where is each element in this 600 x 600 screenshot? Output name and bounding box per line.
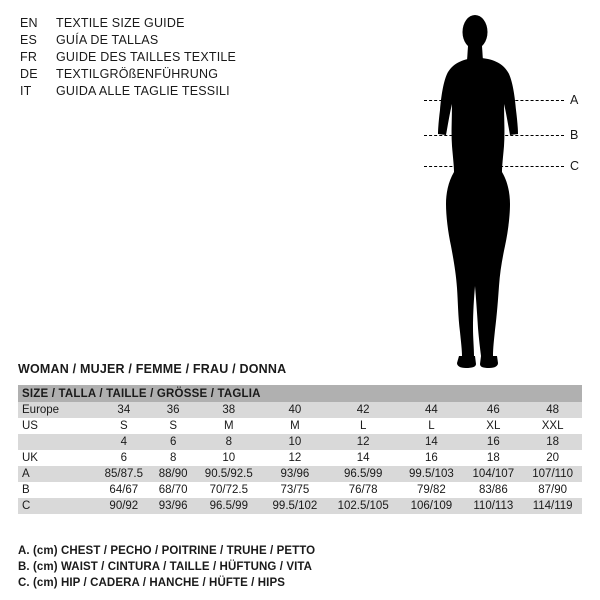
cell: 36 [152, 402, 195, 418]
cell: 10 [195, 450, 263, 466]
row-label: Europe [18, 402, 96, 418]
cell: 96.5/99 [195, 498, 263, 514]
cell: 18 [523, 434, 582, 450]
measure-label-c: C [570, 159, 580, 173]
cell: 73/75 [263, 482, 327, 498]
cell: 90/92 [96, 498, 152, 514]
language-code: DE [20, 67, 38, 81]
table-row [18, 434, 582, 450]
language-title: GUIDA ALLE TAGLIE TESSILI [56, 84, 230, 98]
measure-label-a: A [570, 93, 579, 107]
language-row [20, 66, 320, 83]
legend-line-c: C. (cm) HIP / CADERA / HANCHE / HÜFTE / HIPS [18, 577, 286, 589]
row-label: B [18, 482, 96, 498]
cell: 42 [327, 402, 399, 418]
language-code: FR [20, 50, 38, 64]
cell: 93/96 [263, 466, 327, 482]
chest-measure-line [424, 100, 564, 101]
cell: 6 [152, 434, 195, 450]
language-header-block [20, 15, 320, 100]
cell: 44 [399, 402, 463, 418]
cell: 110/113 [463, 498, 523, 514]
legend-line-a: A. (cm) CHEST / PECHO / POITRINE / TRUHE / PETTO [18, 545, 316, 557]
cell: 16 [463, 434, 523, 450]
cell: 83/86 [463, 482, 523, 498]
cell: S [96, 418, 152, 434]
measure-label-b: B [570, 128, 579, 142]
cell: 88/90 [152, 466, 195, 482]
cell: 48 [523, 402, 582, 418]
cell: 64/67 [96, 482, 152, 498]
table-row [18, 482, 582, 498]
cell: 99.5/103 [399, 466, 463, 482]
female-silhouette-icon [402, 6, 592, 376]
size-table [18, 385, 582, 514]
table-header-label: SIZE / TALLA / TAILLE / GRÖSSE / TAGLIA [18, 385, 582, 402]
language-row [20, 83, 320, 100]
language-row [20, 49, 320, 66]
cell: 107/110 [523, 466, 582, 482]
cell: 34 [96, 402, 152, 418]
cell: XXL [523, 418, 582, 434]
cell: 46 [463, 402, 523, 418]
row-label [18, 434, 96, 450]
cell: XL [463, 418, 523, 434]
cell: 14 [327, 450, 399, 466]
cell: 85/87.5 [96, 466, 152, 482]
cell: 12 [327, 434, 399, 450]
legend-line-b: B. (cm) WAIST / CINTURA / TAILLE / HÜFTUNG / VITA [18, 561, 313, 573]
cell: 40 [263, 402, 327, 418]
cell: 90.5/92.5 [195, 466, 263, 482]
cell: 20 [523, 450, 582, 466]
measurement-legend [18, 543, 315, 591]
cell: 4 [96, 434, 152, 450]
table-row [18, 466, 582, 482]
cell: 8 [195, 434, 263, 450]
row-label: A [18, 466, 96, 482]
language-row [20, 15, 320, 32]
cell: 102.5/105 [327, 498, 399, 514]
language-title: GUÍA DE TALLAS [56, 33, 159, 47]
cell: 10 [263, 434, 327, 450]
cell: 18 [463, 450, 523, 466]
cell: 106/109 [399, 498, 463, 514]
table-header-row [18, 385, 582, 402]
hip-measure-line [424, 166, 564, 167]
cell: M [263, 418, 327, 434]
cell: 93/96 [152, 498, 195, 514]
cell: 6 [96, 450, 152, 466]
cell: M [195, 418, 263, 434]
table-row [18, 418, 582, 434]
language-code: IT [20, 84, 32, 98]
language-code: EN [20, 16, 38, 30]
table-row [18, 450, 582, 466]
cell: 79/82 [399, 482, 463, 498]
language-title: TEXTILGRÖßENFÜHRUNG [56, 67, 219, 81]
language-code: ES [20, 33, 38, 47]
cell: 68/70 [152, 482, 195, 498]
cell: 16 [399, 450, 463, 466]
cell: 104/107 [463, 466, 523, 482]
cell: S [152, 418, 195, 434]
table-row [18, 498, 582, 514]
language-title: TEXTILE SIZE GUIDE [56, 16, 185, 30]
cell: 12 [263, 450, 327, 466]
cell: 38 [195, 402, 263, 418]
waist-measure-line [424, 135, 564, 136]
cell: 76/78 [327, 482, 399, 498]
cell: 70/72.5 [195, 482, 263, 498]
table-row [18, 402, 582, 418]
cell: 96.5/99 [327, 466, 399, 482]
body-figure [402, 6, 592, 376]
cell: 14 [399, 434, 463, 450]
cell: 8 [152, 450, 195, 466]
cell: 114/119 [523, 498, 582, 514]
cell: L [327, 418, 399, 434]
row-label: UK [18, 450, 96, 466]
language-row [20, 32, 320, 49]
row-label: US [18, 418, 96, 434]
cell: L [399, 418, 463, 434]
language-title: GUIDE DES TAILLES TEXTILE [56, 50, 237, 64]
section-title: WOMAN / MUJER / FEMME / FRAU / DONNA [18, 362, 287, 376]
row-label: C [18, 498, 96, 514]
cell: 87/90 [523, 482, 582, 498]
cell: 99.5/102 [263, 498, 327, 514]
